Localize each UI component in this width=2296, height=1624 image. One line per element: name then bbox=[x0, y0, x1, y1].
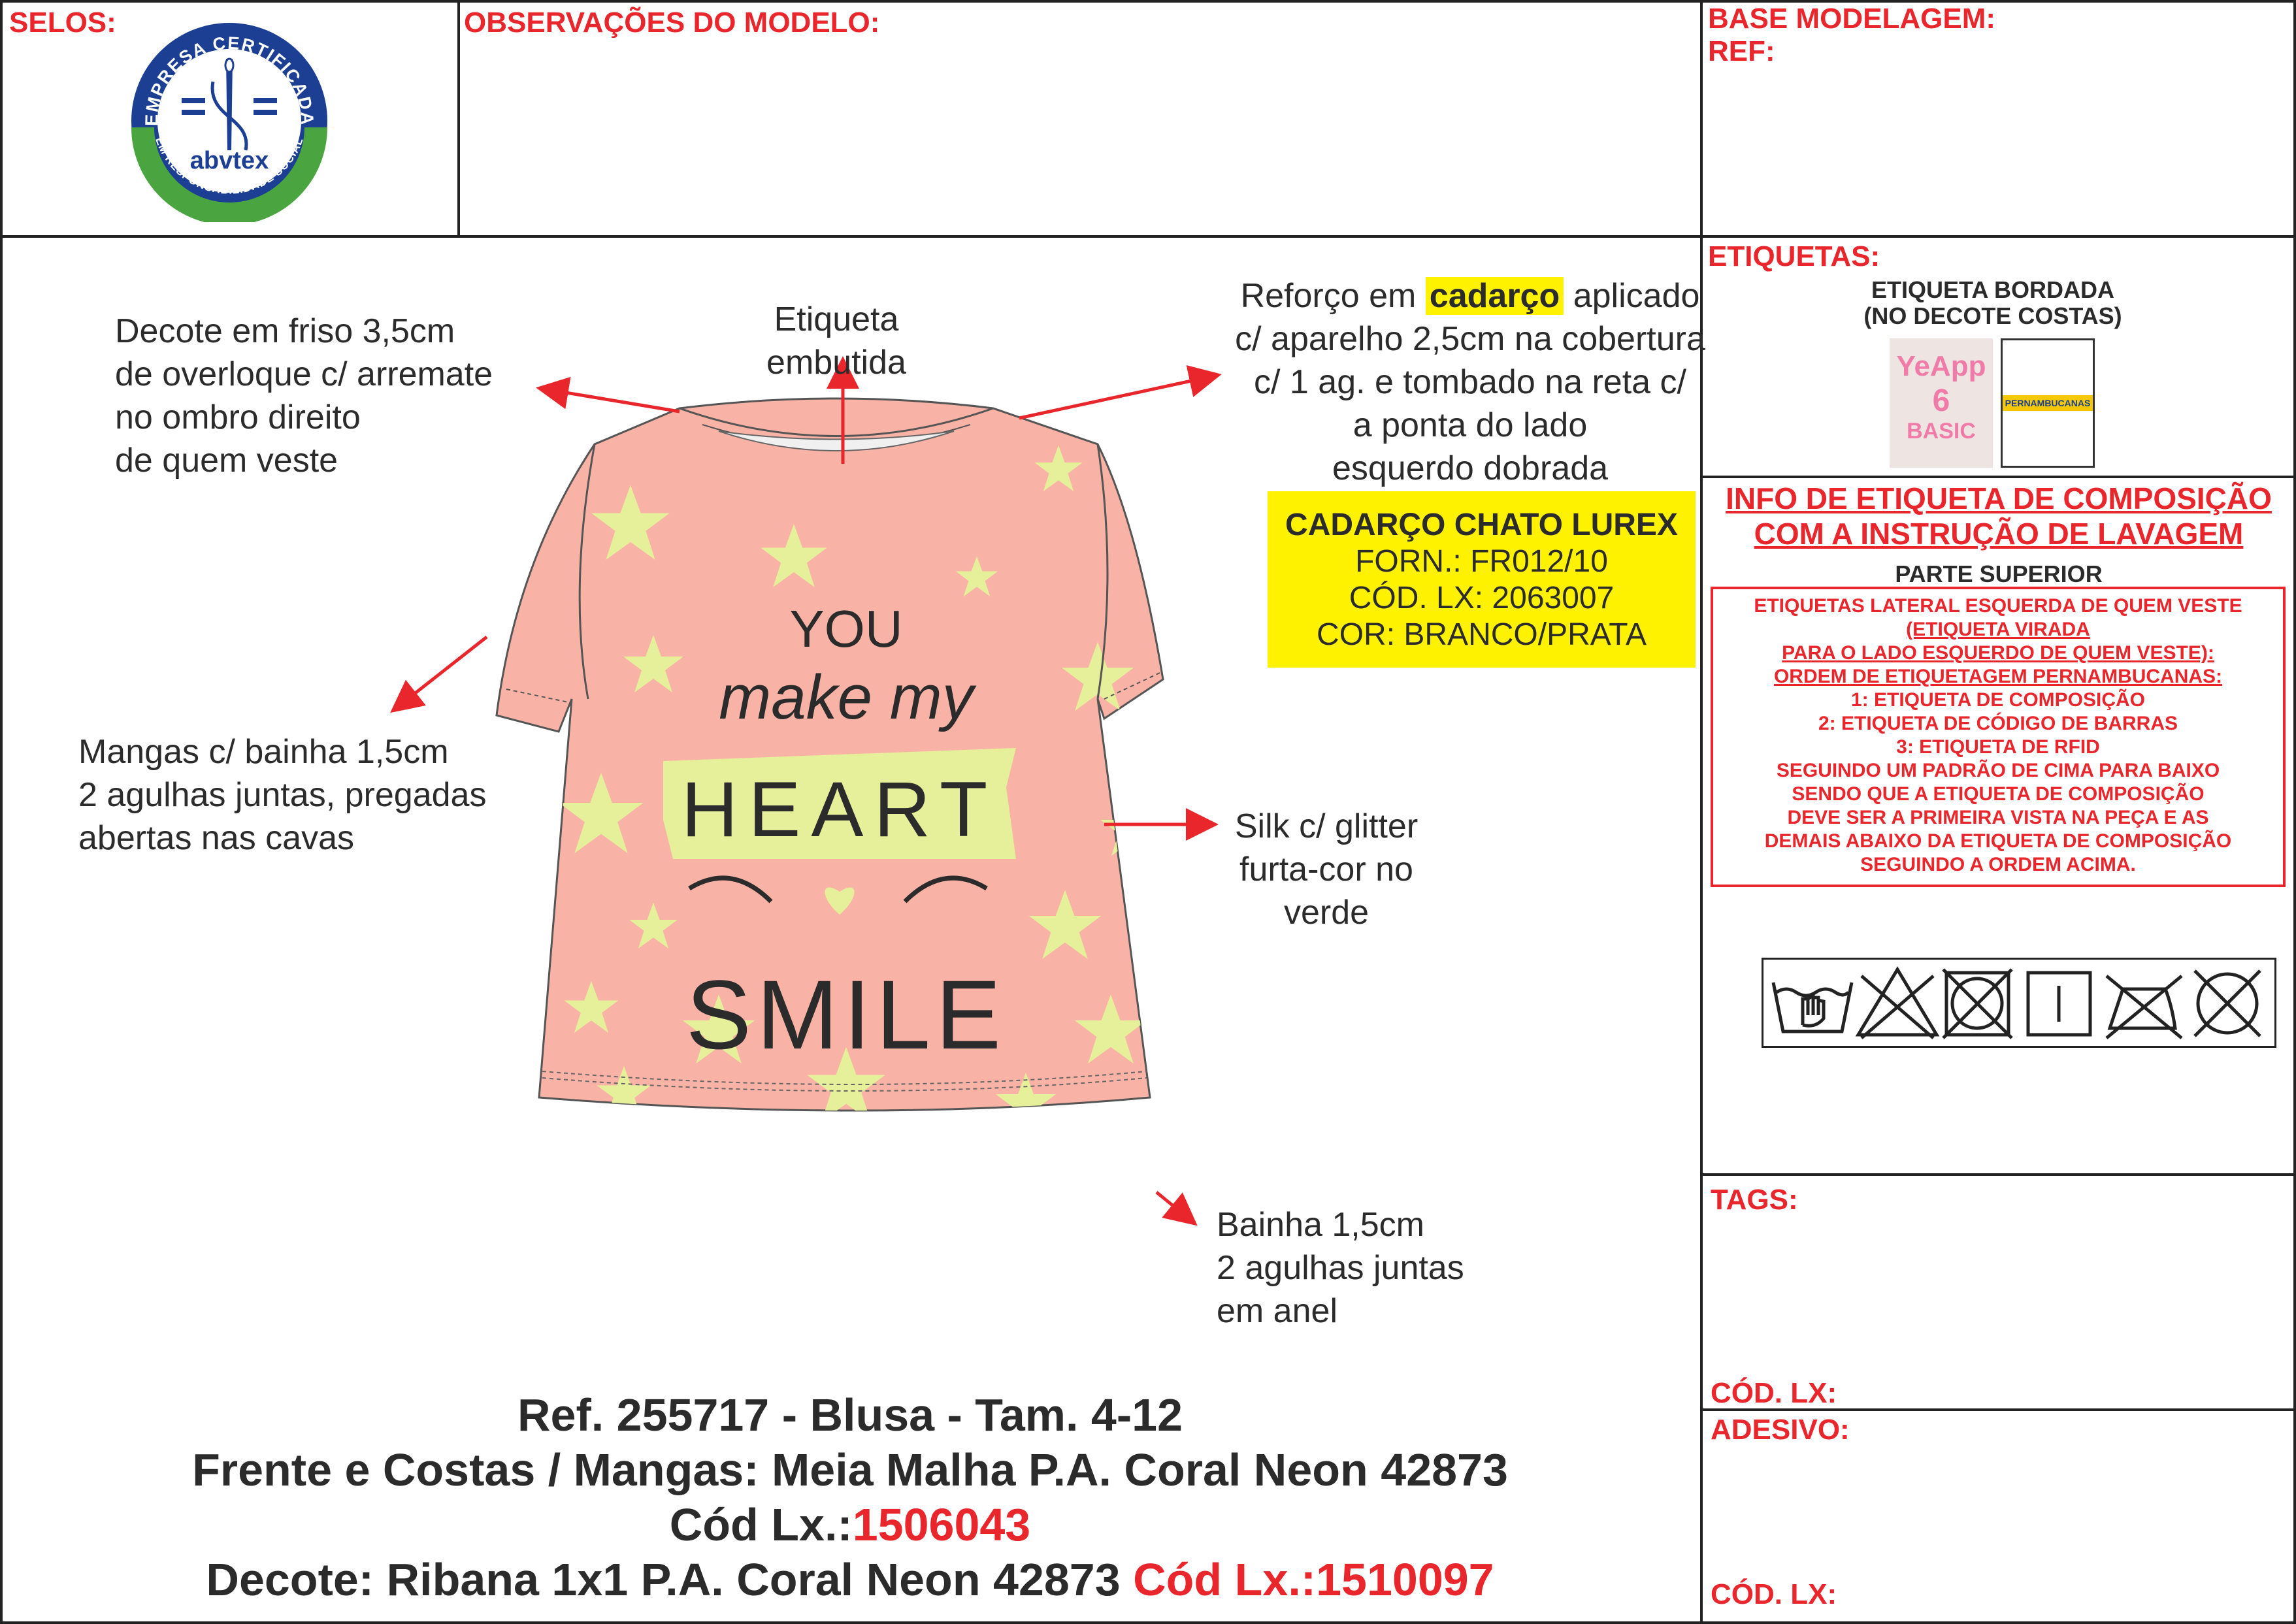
print-heart: HEART bbox=[681, 766, 998, 853]
seal-bottom-text: EM RESPONSABILIDADE SOCIAL bbox=[153, 135, 306, 197]
adesivo-label: ADESIVO: bbox=[1711, 1414, 1850, 1446]
cod-lx-label-adesivo: CÓD. LX: bbox=[1711, 1578, 1837, 1610]
info-title: INFO DE ETIQUETA DE COMPOSIÇÃO COM A INSTRUÇÃO DE LAVAGEM bbox=[1726, 481, 2272, 551]
do-not-iron-icon bbox=[2107, 976, 2182, 1038]
line-dry-icon bbox=[2028, 973, 2090, 1035]
care-symbols-strip bbox=[1762, 958, 2276, 1048]
footer-line-3: Cód Lx.:1506043 bbox=[669, 1499, 1031, 1550]
footer-line-1: Ref. 255717 - Blusa - Tam. 4-12 bbox=[517, 1389, 1183, 1440]
hand-wash-icon bbox=[1773, 983, 1852, 1031]
note-bainha: Bainha 1,5cm 2 agulhas juntas em anel bbox=[1217, 1206, 1464, 1330]
do-not-tumble-dry-icon bbox=[1943, 969, 2012, 1038]
cadarco-box: CADARÇO CHATO LUREX FORN.: FR012/10 CÓD. LX: 2063007 COR: BRANCO/PRATA bbox=[1268, 491, 1696, 668]
seal-top-text: EMPRESA CERTIFICADA bbox=[141, 33, 318, 127]
base-modelagem-label: BASE MODELAGEM: bbox=[1708, 3, 1995, 35]
do-not-dry-clean-icon bbox=[2195, 971, 2260, 1036]
note-silk: Silk c/ glitter furta-cor no verde bbox=[1234, 807, 1419, 932]
print-smile: SMILE bbox=[685, 960, 1007, 1069]
note-decote: Decote em friso 3,5cm de overloque c/ arremate no ombro direito de quem veste bbox=[115, 312, 493, 479]
observacoes-label: OBSERVAÇÕES DO MODELO: bbox=[464, 7, 880, 39]
print-you: YOU bbox=[789, 600, 903, 658]
note-mangas: Mangas c/ bainha 1,5cm 2 agulhas juntas, pregadas abertas nas cavas bbox=[78, 733, 487, 857]
note-etiqueta: Etiqueta embutida bbox=[766, 300, 906, 382]
tags-divider bbox=[1701, 1173, 2296, 1176]
etiquetas-label: ETIQUETAS: bbox=[1708, 240, 1880, 272]
info-divider bbox=[1701, 476, 2296, 478]
do-not-bleach-icon bbox=[1858, 969, 1937, 1038]
footer-line-2: Frente e Costas / Mangas: Meia Malha P.A. Coral Neon 42873 bbox=[192, 1444, 1508, 1495]
border-right bbox=[2293, 0, 2296, 1624]
info-box: ETIQUETAS LATERAL ESQUERDA DE QUEM VESTE (ETIQUETA VIRADA PARA O LADO ESQUERDO DE QUEM VESTE): ORDEM DE ETIQUETAGEM PERNAMBUCANAS: 1: ETIQUETA DE COMPOSIÇÃO 2: ETIQUETA DE CÓDIGO DE BARRAS 3: ETIQUETA DE RFID SEGUINDO UM PADRÃO DE CIMA PARA BAIXO SENDO QUE A ETIQUETA DE COMPOSIÇÃO DEVE SER A PRIMEIRA VISTA NA PEÇA E AS DEMAIS ABAIXO DA ETIQUETA DE COMPOSIÇÃO SEGUINDO A ORDEM ACIMA. bbox=[1711, 587, 2286, 887]
pernambucanas-label-swatch: PERNAMBUCANAS bbox=[2001, 338, 2095, 468]
tags-label: TAGS: bbox=[1711, 1184, 1798, 1216]
yeapp-label-swatch: YeApp 6 BASIC bbox=[1890, 338, 1993, 468]
print-make-my: make my bbox=[719, 662, 974, 732]
cadarco-highlight: cadarço bbox=[1426, 277, 1564, 315]
parte-superior: PARTE SUPERIOR bbox=[1895, 560, 2103, 587]
selos-label: SELOS: bbox=[9, 7, 116, 39]
seal-brand: abvtex bbox=[189, 147, 269, 174]
footer-line-4: Decote: Ribana 1x1 P.A. Coral Neon 42873 Cód Lx.:1510097 bbox=[206, 1554, 1494, 1605]
etiqueta-bordada-text: ETIQUETA BORDADA (NO DECOTE COSTAS) bbox=[1863, 276, 2122, 329]
right-panel-divider bbox=[1700, 0, 1703, 1624]
footer-ref bbox=[0, 1388, 1700, 1607]
cod-lx-label-tags: CÓD. LX: bbox=[1711, 1377, 1837, 1409]
note-reforco: Reforço em cadarço aplicado c/ aparelho 2,5cm na cobertura c/ 1 ag. e tombado na reta c/ a ponta do lado esquerdo dobrada bbox=[1235, 277, 1705, 487]
ref-label: REF: bbox=[1708, 35, 1775, 67]
